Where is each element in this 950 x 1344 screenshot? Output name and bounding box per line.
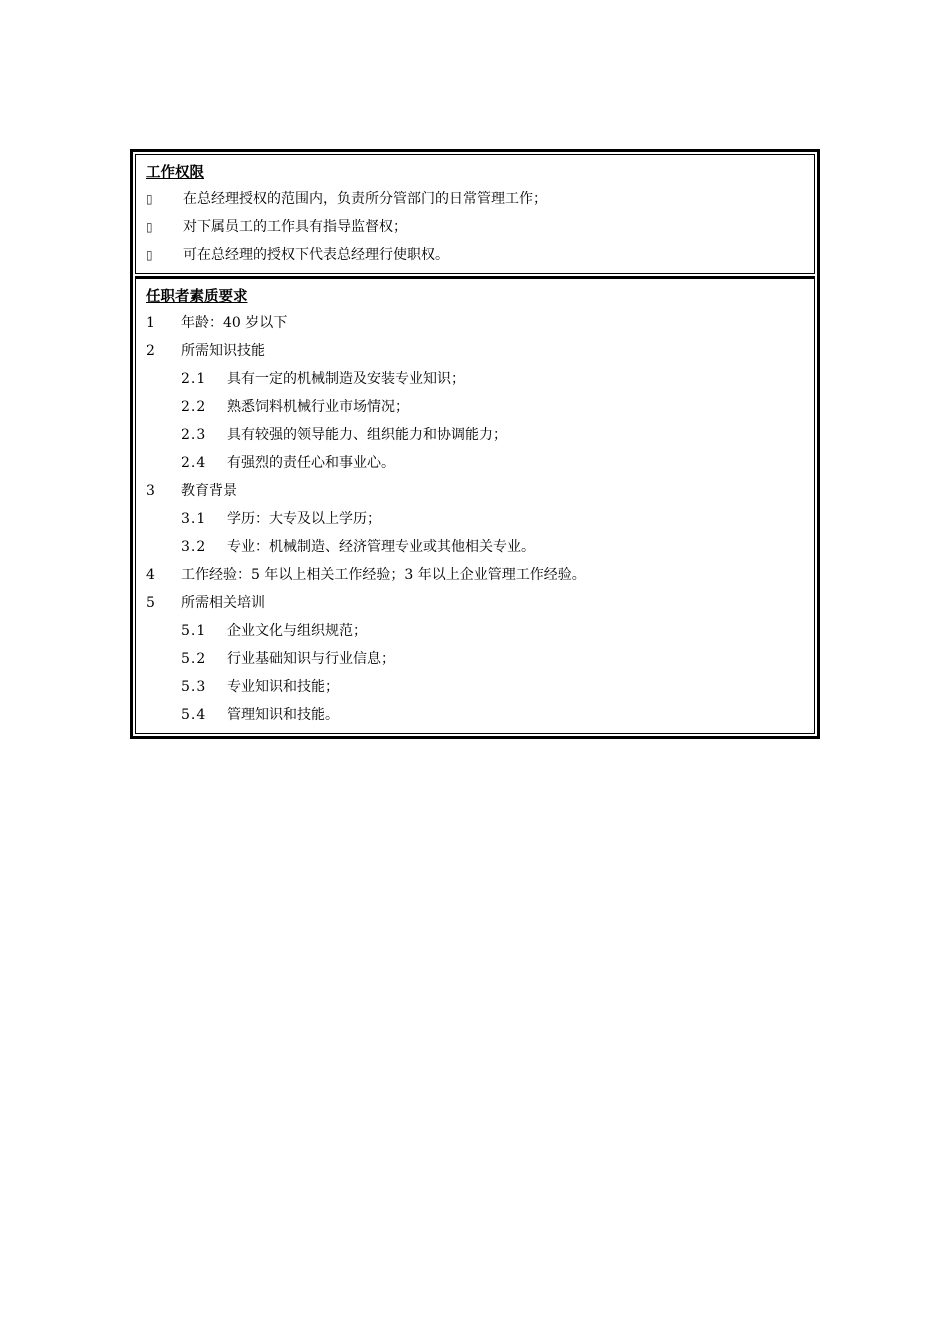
item-number: 5 xyxy=(146,595,155,611)
authority-item xyxy=(146,241,804,269)
requirement-skills xyxy=(146,337,804,365)
sub-item xyxy=(146,533,804,561)
sub-item-number: 5.1 xyxy=(181,623,207,639)
requirement-experience xyxy=(146,561,804,589)
sub-item xyxy=(146,449,804,477)
item-text: 所需知识技能 xyxy=(181,343,265,359)
bullet-icon: ▯ xyxy=(146,220,153,234)
sub-item-number: 3.2 xyxy=(181,539,207,555)
sub-item-number: 3.1 xyxy=(181,511,207,527)
sub-item-text: 专业知识和技能； xyxy=(227,679,339,695)
sub-item xyxy=(146,617,804,645)
job-description-table xyxy=(130,149,820,739)
sub-item-text: 具有较强的领导能力、组织能力和协调能力； xyxy=(227,427,507,443)
sub-item xyxy=(146,673,804,701)
sub-item-number: 2.1 xyxy=(181,371,207,387)
sub-item xyxy=(146,701,804,729)
sub-item-text: 行业基础知识与行业信息； xyxy=(227,651,395,667)
bullet-icon: ▯ xyxy=(146,192,153,206)
sub-item-number: 5.4 xyxy=(181,707,207,723)
sub-item xyxy=(146,421,804,449)
item-text: 所需相关培训 xyxy=(181,595,265,611)
sub-item-number: 5.2 xyxy=(181,651,207,667)
authority-item-text: 在总经理授权的范围内，负责所分管部门的日常管理工作； xyxy=(183,191,547,207)
sub-item-number: 2.2 xyxy=(181,399,207,415)
sub-item xyxy=(146,365,804,393)
sub-item xyxy=(146,645,804,673)
sub-item xyxy=(146,393,804,421)
sub-item-text: 有强烈的责任心和事业心。 xyxy=(227,455,395,471)
authority-section xyxy=(135,154,815,274)
requirement-age xyxy=(146,309,804,337)
requirements-title: 任职者素质要求 xyxy=(146,289,248,305)
sub-item-number: 2.3 xyxy=(181,427,207,443)
requirement-training xyxy=(146,589,804,617)
item-text: 教育背景 xyxy=(181,483,237,499)
sub-item-text: 熟悉饲料机械行业市场情况； xyxy=(227,399,409,415)
authority-item-text: 对下属员工的工作具有指导监督权； xyxy=(183,219,407,235)
bullet-icon: ▯ xyxy=(146,248,153,262)
item-text: 年龄：40 岁以下 xyxy=(181,315,288,331)
sub-item-text: 学历：大专及以上学历； xyxy=(227,511,381,527)
authority-item xyxy=(146,185,804,213)
sub-item-number: 5.3 xyxy=(181,679,207,695)
item-number: 3 xyxy=(146,483,155,499)
sub-item-text: 具有一定的机械制造及安装专业知识； xyxy=(227,371,465,387)
sub-item xyxy=(146,505,804,533)
sub-item-text: 专业：机械制造、经济管理专业或其他相关专业。 xyxy=(227,539,535,555)
sub-item-number: 2.4 xyxy=(181,455,207,471)
sub-item-text: 企业文化与组织规范； xyxy=(227,623,367,639)
sub-item-text: 管理知识和技能。 xyxy=(227,707,339,723)
authority-title: 工作权限 xyxy=(146,165,204,181)
item-number: 1 xyxy=(146,315,155,331)
item-number: 4 xyxy=(146,567,155,583)
requirements-section xyxy=(135,276,815,734)
authority-item xyxy=(146,213,804,241)
requirement-education xyxy=(146,477,804,505)
item-text: 工作经验：5 年以上相关工作经验；3 年以上企业管理工作经验。 xyxy=(181,567,586,583)
item-number: 2 xyxy=(146,343,155,359)
authority-item-text: 可在总经理的授权下代表总经理行使职权。 xyxy=(183,247,449,263)
